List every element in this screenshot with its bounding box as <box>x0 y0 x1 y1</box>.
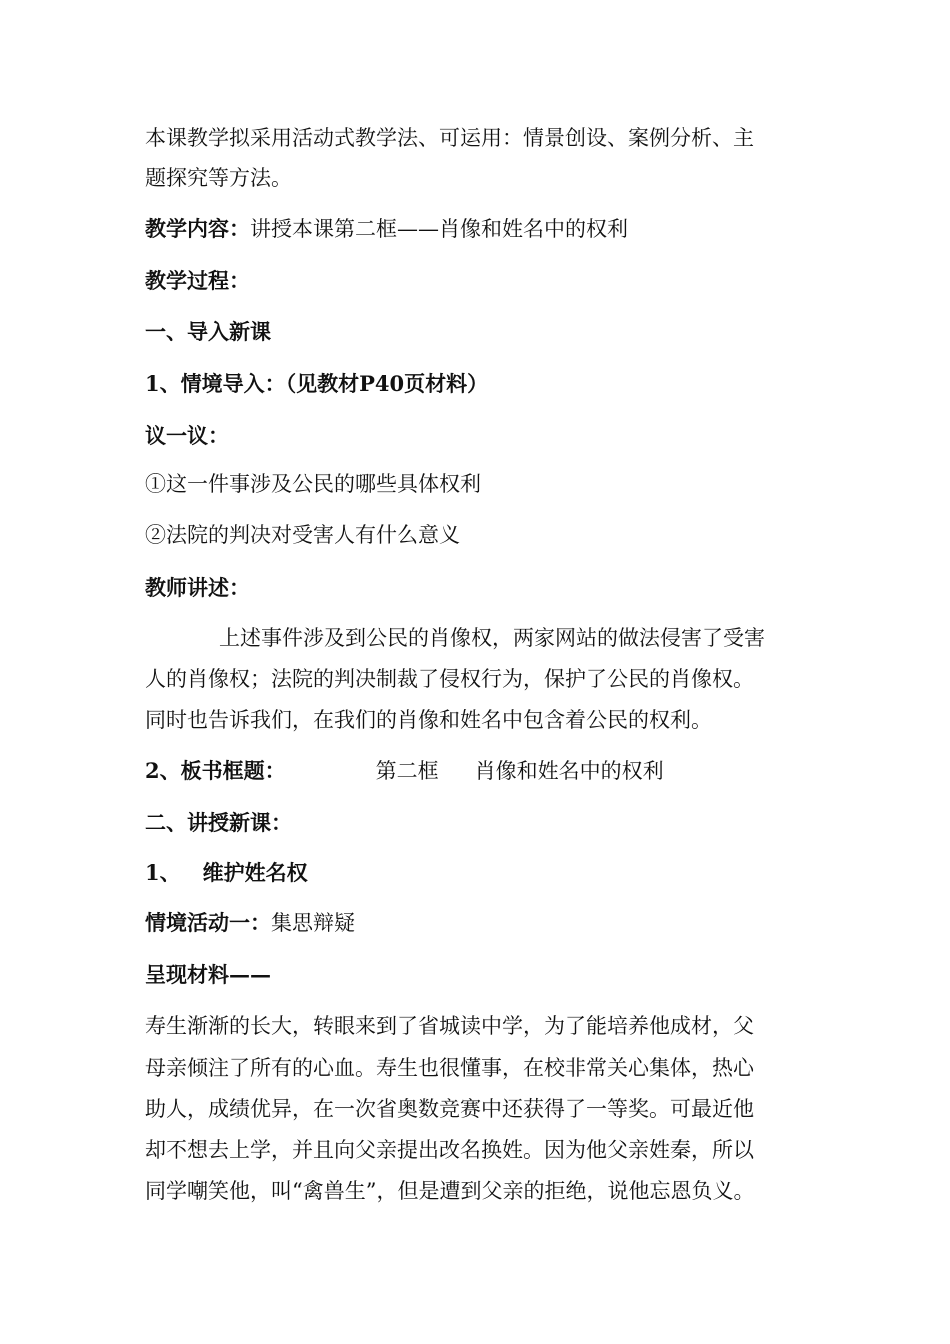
activity-1-text: 集思辩疑 <box>271 911 355 935</box>
teaching-content-text: 讲授本课第二框——肖像和姓名中的权利 <box>250 217 628 241</box>
story-line-1: 寿生渐渐的长大，转眼来到了省城读中学，为了能培养他成材，父 <box>145 1014 754 1038</box>
teacher-text-line-3: 同时也告诉我们，在我们的肖像和姓名中包含着公民的权利。 <box>145 708 712 732</box>
methods-line-2: 题探究等方法。 <box>145 166 292 190</box>
subsection-1-title: 维护姓名权 <box>202 860 308 885</box>
teaching-content-label: 教学内容： <box>145 216 250 241</box>
subsection-1 <box>145 853 815 893</box>
board-title-label: 2、板书框题： <box>145 758 286 783</box>
subsection-1-number: 1、 <box>145 860 181 885</box>
discuss-label: 议一议： <box>145 423 229 448</box>
methods-line-1: 本课教学拟采用活动式教学法、可运用：情景创设、案例分析、主 <box>145 126 754 150</box>
teaching-content <box>145 209 815 249</box>
activity-1-label: 情境活动一： <box>145 910 271 935</box>
material-label: 呈现材料—— <box>145 962 271 987</box>
question-1: ①这一件事涉及公民的哪些具体权利 <box>145 472 481 496</box>
teaching-process-label: 教学过程： <box>145 268 250 293</box>
story-line-5: 同学嘲笑他，叫“禽兽生”，但是遭到父亲的拒绝，说他忘恩负义。 <box>145 1179 755 1203</box>
story-line-4: 却不想去上学，并且向父亲提出改名换姓。因为他父亲姓秦，所以 <box>145 1138 754 1162</box>
section-2-title: 二、讲授新课： <box>145 810 292 835</box>
story-line-2: 母亲倾注了所有的心血。寿生也很懂事，在校非常关心集体，热心 <box>145 1056 754 1080</box>
teacher-narration-label: 教师讲述： <box>145 575 250 600</box>
board-title <box>145 751 815 791</box>
question-2: ②法院的判决对受害人有什么意义 <box>145 523 460 547</box>
board-title-part-2: 肖像和姓名中的权利 <box>474 759 664 783</box>
activity-1 <box>145 903 815 943</box>
teacher-text-line-1: 上述事件涉及到公民的肖像权，两家网站的做法侵害了受害 <box>219 626 765 650</box>
story-line-3: 助人，成绩优异，在一次省奥数竞赛中还获得了一等奖。可最近他 <box>145 1097 754 1121</box>
section-1-title: 一、导入新课 <box>145 319 271 344</box>
board-title-part-1: 第二框 <box>375 759 439 783</box>
item-1-situation-intro: 1、情境导入：（见教材P40页材料） <box>145 371 489 396</box>
teacher-text-line-2: 人的肖像权；法院的判决制裁了侵权行为，保护了公民的肖像权。 <box>145 667 754 691</box>
